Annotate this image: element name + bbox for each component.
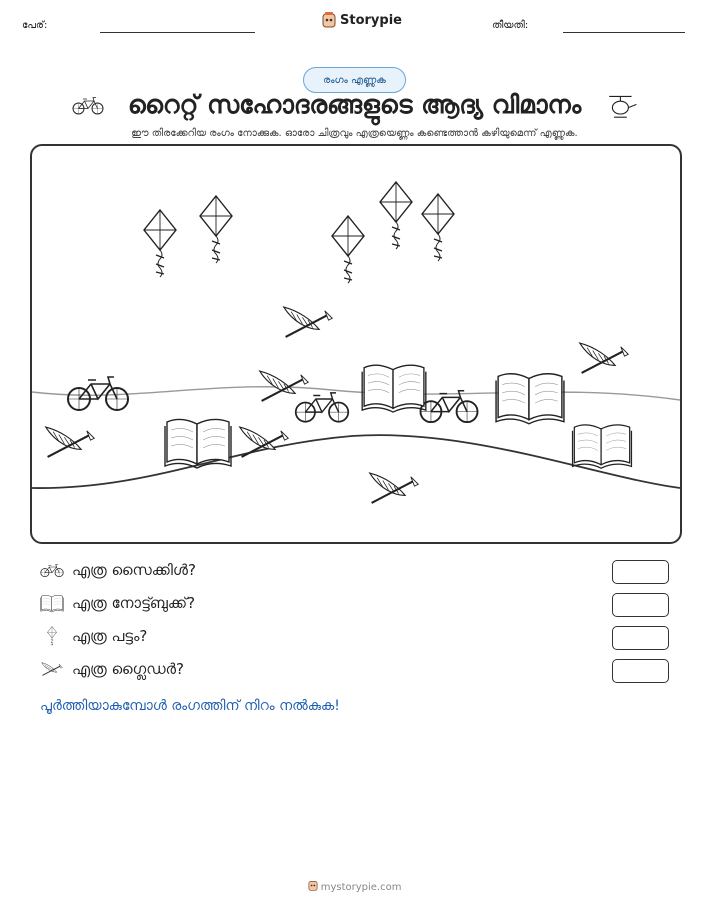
glider — [46, 427, 95, 457]
kite — [422, 194, 454, 261]
date-line[interactable] — [563, 32, 685, 33]
kite-icon — [40, 626, 64, 646]
answer-box-notebook[interactable] — [612, 593, 669, 617]
activity-badge: രംഗം എണ്ണുക — [303, 67, 406, 93]
storypie-logo-icon — [322, 12, 336, 28]
glider — [284, 307, 333, 337]
glider — [580, 343, 629, 373]
notebook-icon — [40, 593, 64, 613]
name-line[interactable] — [100, 32, 255, 33]
question-text: എത്ര സൈക്കിൾ? — [72, 561, 196, 579]
notebook — [496, 374, 564, 424]
kite — [144, 210, 176, 277]
bicycle-icon — [40, 560, 64, 580]
counting-scene — [30, 144, 682, 544]
instructions: ഈ തിരക്കേറിയ രംഗം നോക്കുക. ഓരോ ചിത്രവും എത്രയെണ്ണം കണ്ടെത്താൻ കഴിയുമെന്ന് എണ്ണുക. — [131, 128, 578, 139]
question-glider — [40, 659, 184, 679]
kite — [200, 196, 232, 263]
glider — [370, 473, 419, 503]
bicycle — [296, 393, 349, 422]
kite — [380, 182, 412, 249]
helicopter-icon — [605, 90, 639, 122]
question-kite — [40, 626, 147, 646]
answer-box-kite[interactable] — [612, 626, 669, 650]
date-label: തീയതി: — [492, 20, 529, 31]
bicycle — [421, 391, 478, 422]
notebook — [165, 419, 231, 468]
question-bicycle — [40, 560, 196, 580]
footer-url: mystorypie.com — [320, 882, 402, 893]
glider — [260, 371, 309, 401]
scene-illustration — [32, 146, 680, 542]
kite — [332, 216, 364, 283]
footer-site — [0, 880, 709, 893]
notebook — [362, 365, 426, 412]
brand-name: Storypie — [340, 12, 402, 28]
glider-icon — [40, 659, 64, 679]
brand-logo — [322, 12, 402, 28]
name-label: പേര്: — [22, 20, 48, 31]
question-text: എത്ര പട്ടം? — [72, 627, 148, 645]
bicycle — [68, 377, 128, 410]
hill-line-upper — [32, 387, 680, 400]
question-text: എത്ര നോട്ട്ബുക്ക്? — [72, 594, 196, 612]
answer-box-glider[interactable] — [612, 659, 669, 683]
storypie-logo-icon — [308, 880, 318, 891]
coloring-note: പൂർത്തിയാകുമ്പോൾ രംഗത്തിന് നിറം നൽകുക! — [40, 698, 340, 714]
page-title: റൈറ്റ് സഹോദരങ്ങളുടെ ആദ്യ വിമാനം — [127, 90, 582, 119]
notebook — [573, 425, 632, 468]
question-text: എത്ര ഗ്ലൈഡർ? — [72, 660, 185, 678]
question-notebook — [40, 593, 195, 613]
answer-box-bicycle[interactable] — [612, 560, 669, 584]
